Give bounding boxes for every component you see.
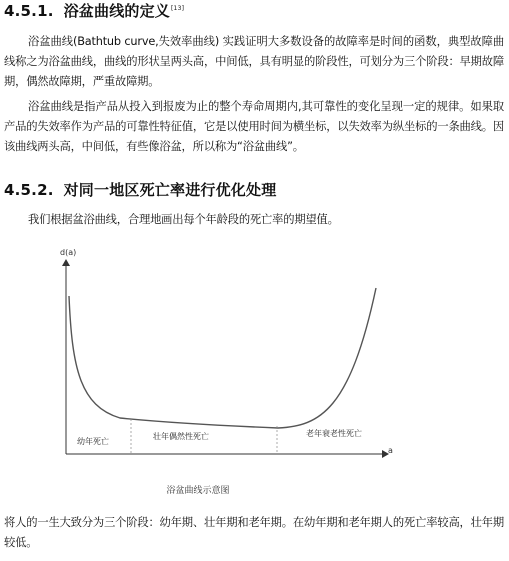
region-label-adult-random-mortality: 壮年偶然性死亡 — [153, 432, 209, 441]
paragraph-bathtub-definition: 浴盆曲线(Bathtub curve,失效率曲线) 实践证明大多数设备的故障率是时间的函数，典型故障曲线称之为浴盆曲线，曲线的形状呈两头高，中间低，具有明显的阶段性，可划分为三个阶段：早期故障期，偶然故障期，严重故障期。 — [4, 35, 504, 88]
section-heading-4-5-1 — [4, 2, 184, 20]
section-number: 4.5.1. — [4, 2, 54, 20]
paragraph-bathtub-description: 浴盆曲线是指产品从投入到报废为止的整个寿命周期内,其可靠性的变化呈现一定的规律。如果取产品的失效率作为产品的可靠性特征值，它是以使用时间为横坐标，以失效率为纵坐标的一条曲线。因该曲线两头高，中间低，有些像浴盆，所以称为“浴盆曲线”。 — [4, 100, 504, 153]
paragraph-intro-figure: 我们根据盆浴曲线，合理地画出每个年龄段的死亡率的期望值。 — [28, 213, 339, 226]
section-heading-4-5-2 — [4, 181, 276, 199]
x-axis-label: a — [388, 446, 393, 455]
section-title: 对同一地区死亡率进行优化处理 — [63, 181, 277, 199]
section-title: 浴盆曲线的定义 — [63, 2, 171, 20]
section-number: 4.5.2. — [4, 181, 54, 199]
bathtub-curve — [69, 288, 376, 428]
citation-marker[interactable]: [13] — [171, 5, 185, 12]
bathtub-curve-figure — [50, 238, 410, 500]
y-axis-label: d(a) — [60, 248, 77, 257]
bathtub-curve-diagram — [50, 238, 410, 483]
region-label-infant-mortality: 幼年死亡 — [77, 437, 109, 446]
region-label-elderly-aging-mortality: 老年衰老性死亡 — [306, 429, 362, 438]
paragraph-life-stages: 将人的一生大致分为三个阶段：幼年期、壮年期和老年期。在幼年期和老年期人的死亡率较高，壮年期较低。 — [4, 516, 504, 549]
figure-caption: 浴盆曲线示意图 — [166, 486, 230, 496]
